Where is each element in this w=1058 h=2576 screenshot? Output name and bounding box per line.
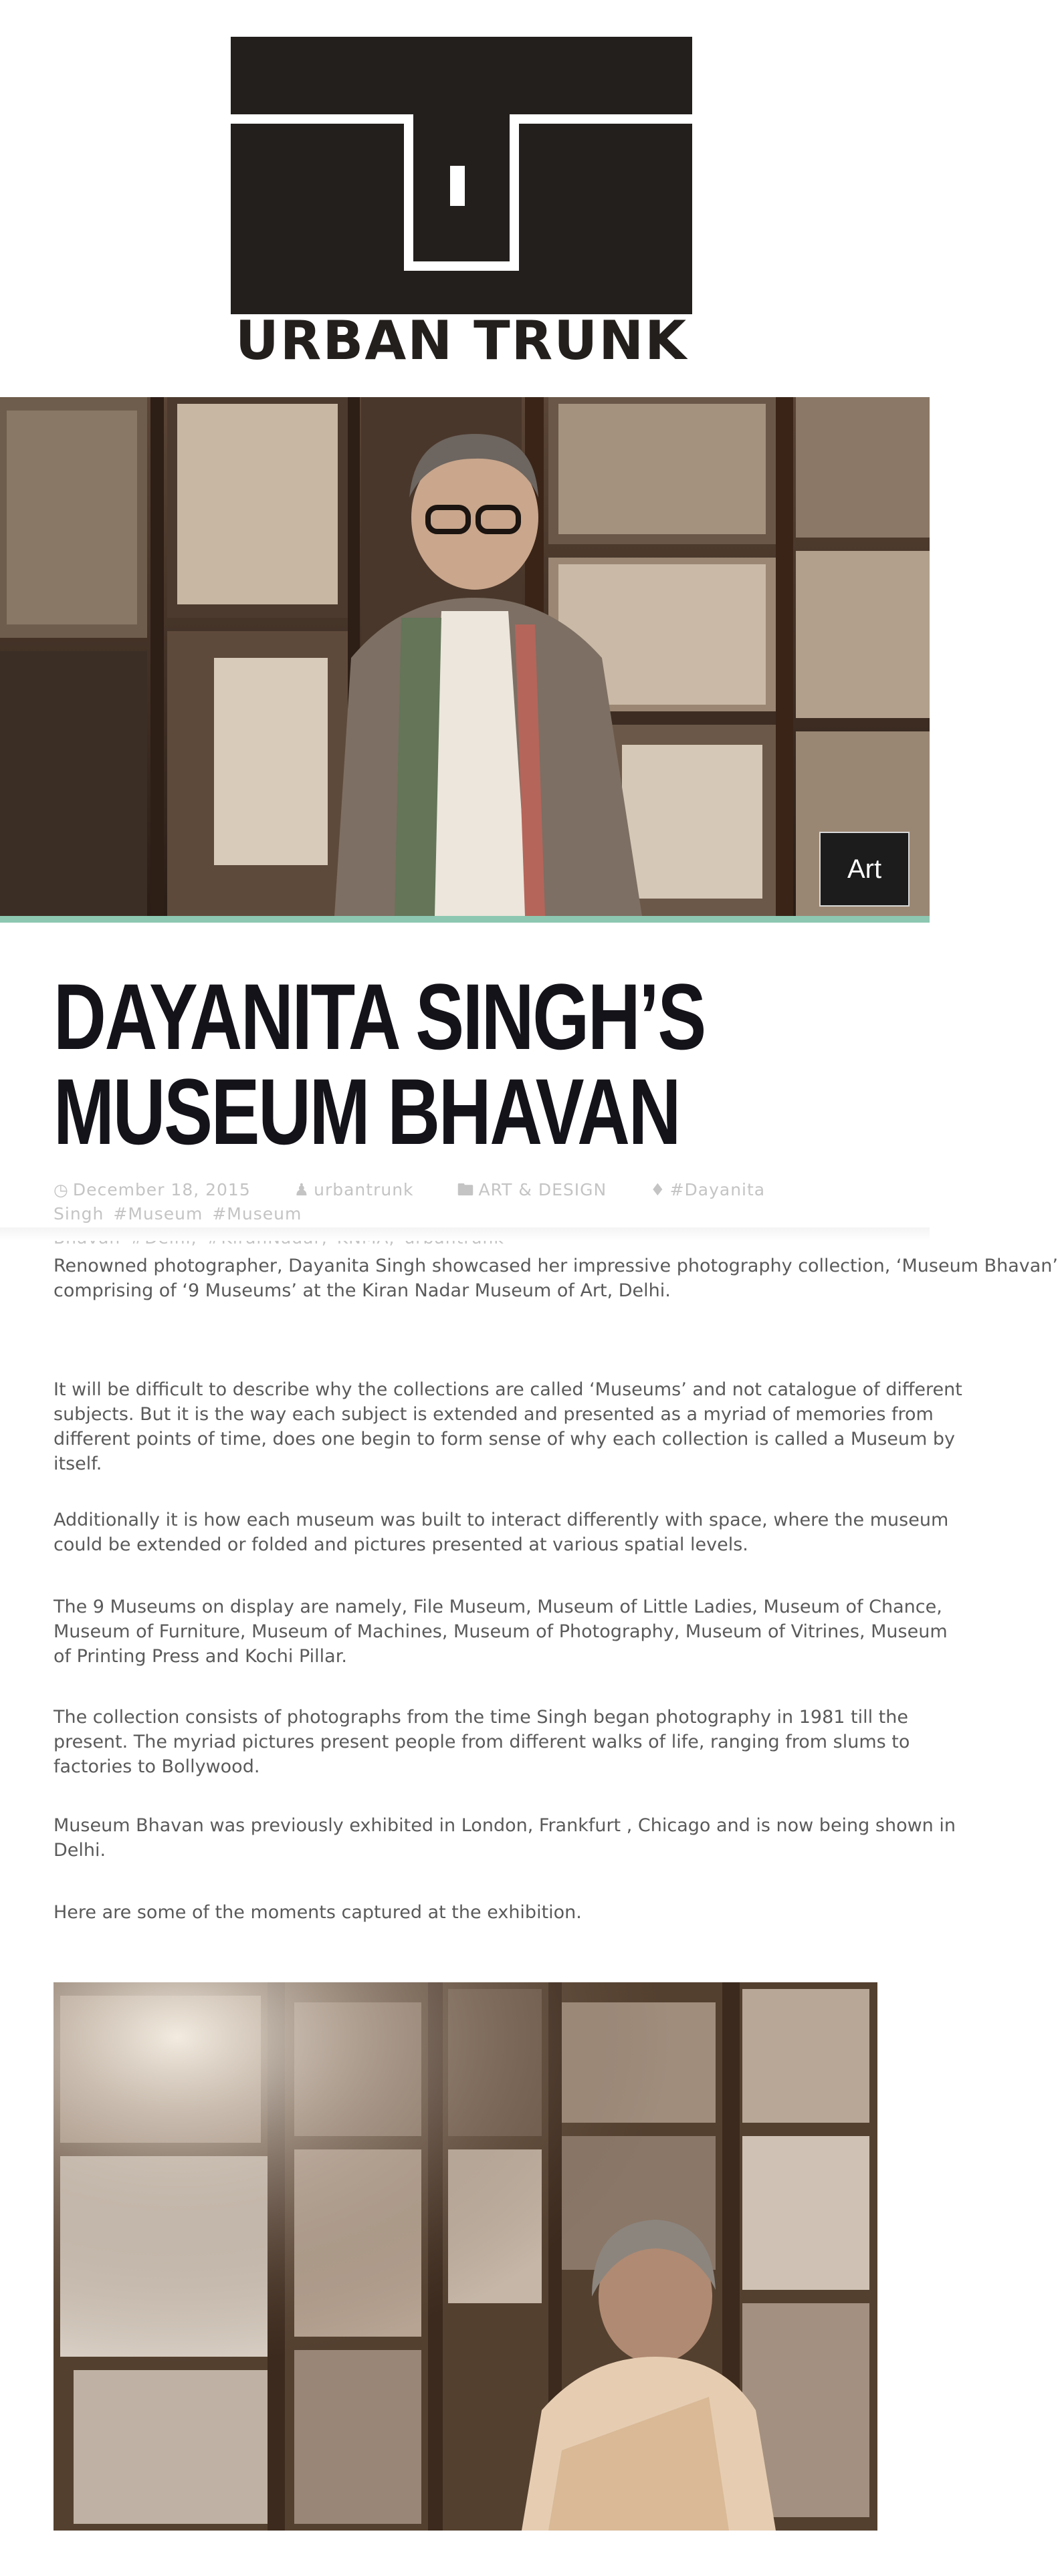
paragraph-5	[54, 1705, 936, 1779]
tag-link[interactable]: #Museum	[113, 1204, 203, 1223]
paragraph-3	[54, 1508, 949, 1557]
urban-trunk-logo-mark[interactable]	[231, 37, 692, 318]
site-header	[0, 0, 930, 397]
paragraph-line: Here are some of the moments captured at the exhibition.	[54, 1902, 582, 1923]
exhibition-photo[interactable]	[54, 1982, 877, 2531]
paragraph-line: It will be difficult to describe why the collections are called ‘Museums’ and not catalogue of different	[54, 1379, 962, 1400]
paragraph-line: Museum Bhavan was previously exhibited in London, Frankfurt , Chicago and is now being shown in	[54, 1815, 956, 1836]
paragraph-line: subjects. But it is the way each subject is extended and presented as a myriad of memories from	[54, 1404, 934, 1425]
paragraph-line: different points of time, does one begin to form sense of why each collection is called a Museum by	[54, 1429, 956, 1449]
paragraph-line: Museum of Furniture, Museum of Machines, Museum of Photography, Museum of Vitrines, Museum	[54, 1621, 948, 1642]
user-icon: ♟	[294, 1180, 310, 1199]
post-author[interactable]	[294, 1180, 433, 1199]
paragraph-line: Delhi.	[54, 1840, 106, 1861]
paragraph-line: comprising of ‘9 Museums’ at the Kiran Nadar Museum of Art, Delhi.	[54, 1280, 671, 1301]
tag-link[interactable]: #Museum	[212, 1204, 302, 1223]
paragraph-line: factories to Bollywood.	[54, 1756, 260, 1777]
paragraph-line: The collection consists of photographs from the time Singh began photography in 1981 till the	[54, 1707, 908, 1728]
logo-wordmark: URBAN TRUNK	[235, 310, 688, 372]
paragraph-2	[54, 1377, 962, 1476]
paragraph-line: itself.	[54, 1453, 102, 1474]
meta-separator	[0, 1227, 930, 1241]
post-title-line1: DAYANITA SINGH’S	[54, 964, 705, 1069]
post-date-text: December 18, 2015	[72, 1180, 251, 1199]
post-title-line2: MUSEUM BHAVAN	[54, 1059, 680, 1164]
post-date[interactable]	[54, 1180, 270, 1199]
folder-icon: 🖿	[457, 1180, 475, 1199]
post-author-text: urbantrunk	[314, 1180, 414, 1199]
paragraph-7	[54, 1900, 936, 1925]
paragraph-line: present. The myriad pictures present people from different walks of life, ranging from slums to	[54, 1732, 910, 1752]
paragraph-line: of Printing Press and Kochi Pillar.	[54, 1646, 347, 1667]
exhibition-photo-art	[54, 1982, 877, 2531]
paragraph-line: Additionally it is how each museum was built to interact differently with space, where the museum	[54, 1510, 949, 1530]
paragraph-line: The 9 Museums on display are namely, File Museum, Museum of Little Ladies, Museum of Chance,	[54, 1597, 942, 1617]
paragraph-1	[54, 1254, 1058, 1303]
featured-image-art	[0, 397, 930, 916]
category-badge[interactable]: Art	[819, 832, 910, 907]
tag-icon: ♦	[650, 1180, 666, 1199]
paragraph-6	[54, 1813, 956, 1863]
post-category-text: ART & DESIGN	[478, 1180, 607, 1199]
paragraph-line: Renowned photographer, Dayanita Singh showcased her impressive photography collection, ‘Museum Bhavan’	[54, 1256, 1058, 1276]
post-category[interactable]	[457, 1180, 625, 1199]
tag-link[interactable]: #Dayanita Singh	[54, 1180, 766, 1223]
accent-divider	[0, 916, 930, 923]
paragraph-4	[54, 1595, 948, 1669]
featured-image[interactable]	[0, 397, 930, 916]
post-title	[54, 964, 721, 1164]
paragraph-line: could be extended or folded and pictures presented at various spatial levels.	[54, 1534, 748, 1555]
clock-icon: ◷	[54, 1180, 69, 1199]
